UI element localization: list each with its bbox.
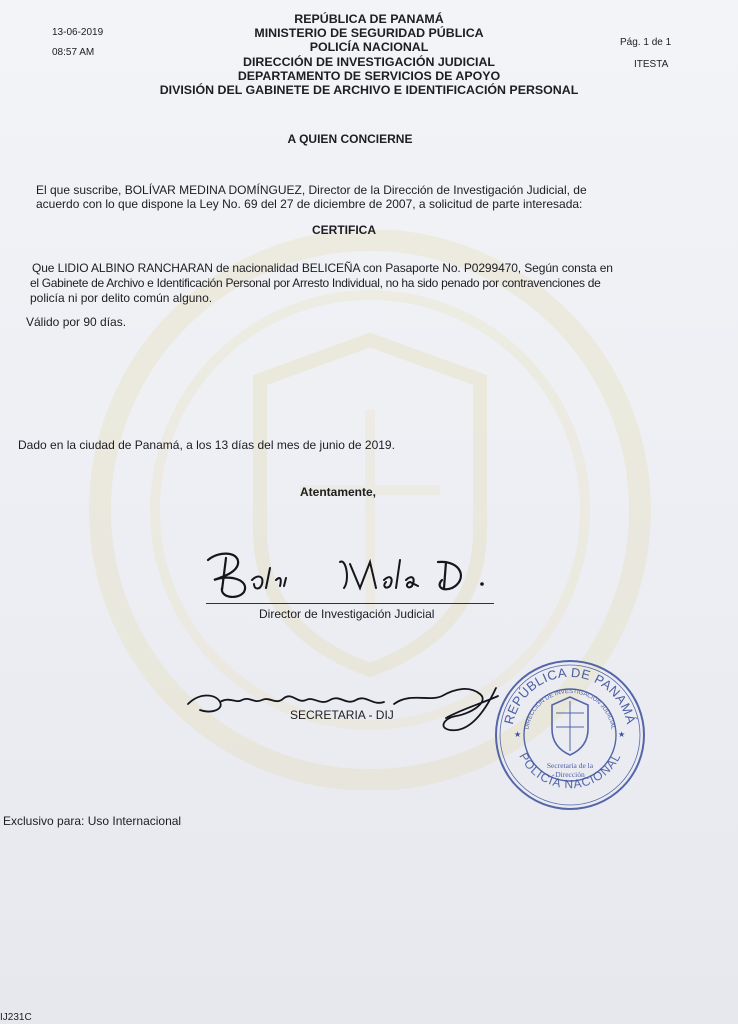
header-line: DIRECCIÓN DE INVESTIGACIÓN JUDICIAL bbox=[243, 54, 495, 69]
cert-line: Que LIDIO ALBINO RANCHARAN de nacionalidad BELICEÑA con Pasaporte No. P0299470, Según consta en bbox=[32, 261, 613, 275]
secretary-title: SECRETARIA - DIJ bbox=[290, 708, 394, 722]
closing-text: Atentamente, bbox=[300, 485, 377, 499]
letterhead bbox=[0, 12, 738, 97]
signer-title: Director de Investigación Judicial bbox=[259, 607, 435, 621]
header-line: POLICÍA NACIONAL bbox=[309, 40, 429, 55]
certifica-heading: CERTIFICA bbox=[312, 223, 376, 237]
intro-line: acuerdo con lo que dispone la Ley No. 69 del 27 de diciembre de 2007, a solicitud de parte interesada: bbox=[36, 197, 583, 211]
signature-line bbox=[206, 603, 494, 604]
report-code: ITESTA bbox=[634, 59, 669, 70]
page-number: Pág. 1 de 1 bbox=[620, 37, 672, 48]
official-stamp bbox=[490, 655, 650, 815]
stamp-outer-bottom: POLICÍA NACIONAL bbox=[516, 750, 624, 792]
star-icon: ★ bbox=[618, 730, 626, 739]
form-code: IJ231C bbox=[0, 1012, 32, 1023]
cert-line: policía ni por delito común alguno. bbox=[30, 291, 213, 305]
stamp-inner-top: DIRECCIÓN DE INVESTIGACIÓN JUDICIAL bbox=[524, 688, 616, 730]
secretary-signature bbox=[180, 674, 510, 736]
header-line: MINISTERIO DE SEGURIDAD PÚBLICA bbox=[254, 26, 484, 41]
print-time: 08:57 AM bbox=[52, 47, 95, 58]
cert-line: el Gabinete de Archivo e Identificación Personal por Arresto Individual, no ha sido penado por contravenciones de bbox=[30, 276, 601, 290]
salutation: A QUIEN CONCIERNE bbox=[287, 132, 413, 146]
header-line: DIVISIÓN DEL GABINETE DE ARCHIVO E IDENTIFICACIÓN PERSONAL bbox=[159, 83, 579, 98]
stamp-center-line: Dirección bbox=[555, 770, 585, 779]
header-line: DEPARTAMENTO DE SERVICIOS DE APOYO bbox=[237, 68, 501, 83]
intro-line: El que suscribe, BOLÍVAR MEDINA DOMÍNGUEZ, Director de la Dirección de Investigación Judicial, de bbox=[36, 183, 587, 197]
exclusive-use: Exclusivo para: Uso Internacional bbox=[3, 814, 182, 828]
stamp-outer-top: REPÚBLICA DE PANAMÁ bbox=[501, 664, 639, 726]
star-icon: ★ bbox=[514, 730, 522, 739]
print-date: 13-06-2019 bbox=[52, 27, 104, 38]
validity-text: Válido por 90 días. bbox=[26, 315, 127, 329]
director-signature bbox=[200, 540, 500, 602]
stamp-center-line: Secretaria de la bbox=[546, 761, 594, 770]
dated-text: Dado en la ciudad de Panamá, a los 13 días del mes de junio de 2019. bbox=[18, 438, 395, 452]
header-line: REPÚBLICA DE PANAMÁ bbox=[294, 12, 444, 26]
